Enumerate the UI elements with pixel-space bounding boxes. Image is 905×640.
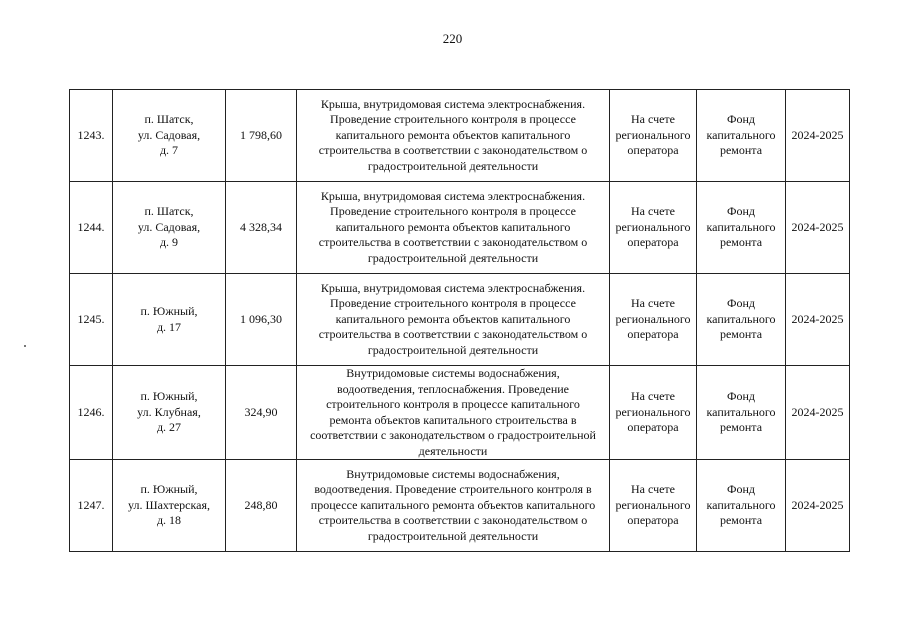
works-description-cell-line: градостроительной деятельности (367, 158, 539, 173)
area-cell: 1 798,60 (226, 90, 297, 182)
works-description-cell-line: строительства в соответствии с законодательством о (318, 143, 588, 158)
address-cell-line: д. 7 (159, 143, 179, 158)
account-cell-line: регионального (615, 219, 691, 234)
account-cell-line: регионального (615, 404, 691, 419)
account-cell-line: оператора (627, 143, 679, 158)
account-cell (610, 182, 697, 274)
works-description-cell-line: капитального ремонта объектов капитального (335, 127, 571, 142)
account-cell (610, 274, 697, 366)
works-description-cell-line: водоотведения. Проведение строительного контроля в (314, 482, 592, 497)
account-cell-line: На счете (630, 296, 675, 311)
funding-source-cell-line: капитального (706, 404, 776, 419)
account-cell (610, 366, 697, 460)
address-cell-line: п. Шатск, (144, 204, 194, 219)
account-cell-line: регионального (615, 127, 691, 142)
account-cell-line: регионального (615, 311, 691, 326)
account-cell-line: На счете (630, 112, 675, 127)
period-cell: 2024-2025 (786, 90, 850, 182)
period-cell: 2024-2025 (786, 366, 850, 460)
funding-source-cell-line: капитального (706, 311, 776, 326)
funding-source-cell-line: ремонта (719, 513, 763, 528)
account-cell (610, 90, 697, 182)
address-cell-line: д. 27 (156, 420, 182, 435)
works-description-cell (297, 460, 610, 552)
address-cell-line: д. 18 (156, 513, 182, 528)
works-description-cell-line: процессе капитального ремонта объектов капитального (310, 497, 596, 512)
funding-source-cell-line: капитального (706, 497, 776, 512)
row-number: 1243. (70, 90, 113, 182)
row-number: 1247. (70, 460, 113, 552)
works-description-cell-line: водоотведения, теплоснабжения. Проведение (336, 381, 569, 396)
address-cell (113, 182, 226, 274)
works-description-cell (297, 366, 610, 460)
area-cell: 324,90 (226, 366, 297, 460)
works-description-cell-line: Внутридомовые системы водоснабжения, (346, 466, 560, 481)
account-cell-line: оператора (627, 420, 679, 435)
works-description-cell-line: Внутридомовые системы водоснабжения, (346, 366, 560, 380)
account-cell-line: оператора (627, 327, 679, 342)
funding-source-cell-line: Фонд (726, 389, 755, 404)
table-row (70, 90, 850, 182)
address-cell (113, 460, 226, 552)
works-description-cell-line: градостроительной деятельности (367, 342, 539, 357)
address-cell-line: ул. Садовая, (137, 127, 201, 142)
works-description-cell-line: градостроительной деятельности (367, 528, 539, 543)
works-description-cell-line: Крыша, внутридомовая система электроснабжения. (320, 280, 586, 295)
works-description-cell-line: строительства в соответствии с законодательством о (318, 513, 588, 528)
account-cell-line: На счете (630, 482, 675, 497)
works-description-cell-line: Проведение строительного контроля в процессе (330, 204, 576, 219)
works-description-cell (297, 182, 610, 274)
funding-source-cell-line: ремонта (719, 143, 763, 158)
funding-source-cell (697, 90, 786, 182)
address-cell (113, 366, 226, 460)
works-description-cell-line: деятельности (418, 443, 488, 458)
row-number: 1246. (70, 366, 113, 460)
works-description-cell-line: Крыша, внутридомовая система электроснабжения. (320, 96, 586, 111)
funding-source-cell (697, 460, 786, 552)
funding-source-cell-line: ремонта (719, 235, 763, 250)
account-cell-line: оператора (627, 235, 679, 250)
works-description-cell (297, 274, 610, 366)
period-cell: 2024-2025 (786, 182, 850, 274)
account-cell-line: На счете (630, 389, 675, 404)
account-cell-line: На счете (630, 204, 675, 219)
works-description-cell-line: Проведение строительного контроля в процессе (330, 296, 576, 311)
table-body (70, 90, 850, 552)
row-number: 1244. (70, 182, 113, 274)
works-description-cell-line: градостроительной деятельности (367, 250, 539, 265)
address-cell-line: п. Южный, (140, 482, 198, 497)
address-cell-line: п. Южный, (140, 304, 198, 318)
funding-source-cell-line: капитального (706, 219, 776, 234)
account-cell (610, 460, 697, 552)
page-number: 220 (442, 31, 463, 46)
works-description-cell-line: соответствии с законодательством о градостроительной (310, 428, 596, 442)
works-description-cell-line: капитального ремонта объектов капитального (335, 219, 571, 234)
funding-source-cell (697, 182, 786, 274)
address-cell-line: п. Южный, (140, 389, 198, 404)
address-cell-line: п. Шатск, (144, 112, 194, 127)
works-description-cell-line: строительного контроля в процессе капитального (326, 397, 580, 411)
address-cell-line: д. 9 (159, 235, 179, 250)
funding-source-cell-line: Фонд (726, 482, 755, 497)
works-description-cell (297, 90, 610, 182)
funding-source-cell-line: Фонд (726, 204, 755, 219)
period-cell: 2024-2025 (786, 460, 850, 552)
funding-source-cell (697, 366, 786, 460)
table-row (70, 366, 850, 460)
table-row (70, 182, 850, 274)
address-cell-line: ул. Садовая, (137, 219, 201, 234)
area-cell: 248,80 (226, 460, 297, 552)
address-cell (113, 90, 226, 182)
funding-source-cell-line: Фонд (726, 112, 755, 127)
row-number: 1245. (70, 274, 113, 366)
works-description-cell-line: ремонта объектов капитального строительства в (329, 412, 577, 427)
funding-source-cell-line: ремонта (719, 327, 763, 342)
repair-schedule-table (69, 89, 850, 552)
scan-speck (24, 345, 26, 347)
table-row (70, 274, 850, 366)
address-cell (113, 274, 226, 366)
account-cell-line: регионального (615, 497, 691, 512)
table-row (70, 460, 850, 552)
period-cell: 2024-2025 (786, 274, 850, 366)
works-description-cell-line: строительства в соответствии с законодательством о (318, 327, 588, 342)
address-cell-line: ул. Клубная, (137, 404, 201, 419)
area-cell: 4 328,34 (226, 182, 297, 274)
works-description-cell-line: Проведение строительного контроля в процессе (330, 112, 576, 127)
account-cell-line: оператора (627, 513, 679, 528)
funding-source-cell (697, 274, 786, 366)
funding-source-cell-line: капитального (706, 127, 776, 142)
area-cell: 1 096,30 (226, 274, 297, 366)
works-description-cell-line: капитального ремонта объектов капитального (335, 311, 571, 326)
address-cell-line: д. 17 (156, 319, 182, 334)
works-description-cell-line: Крыша, внутридомовая система электроснабжения. (320, 188, 586, 203)
funding-source-cell-line: Фонд (726, 296, 755, 311)
funding-source-cell-line: ремонта (719, 420, 763, 435)
address-cell-line: ул. Шахтерская, (128, 497, 210, 512)
works-description-cell-line: строительства в соответствии с законодательством о (318, 235, 588, 250)
